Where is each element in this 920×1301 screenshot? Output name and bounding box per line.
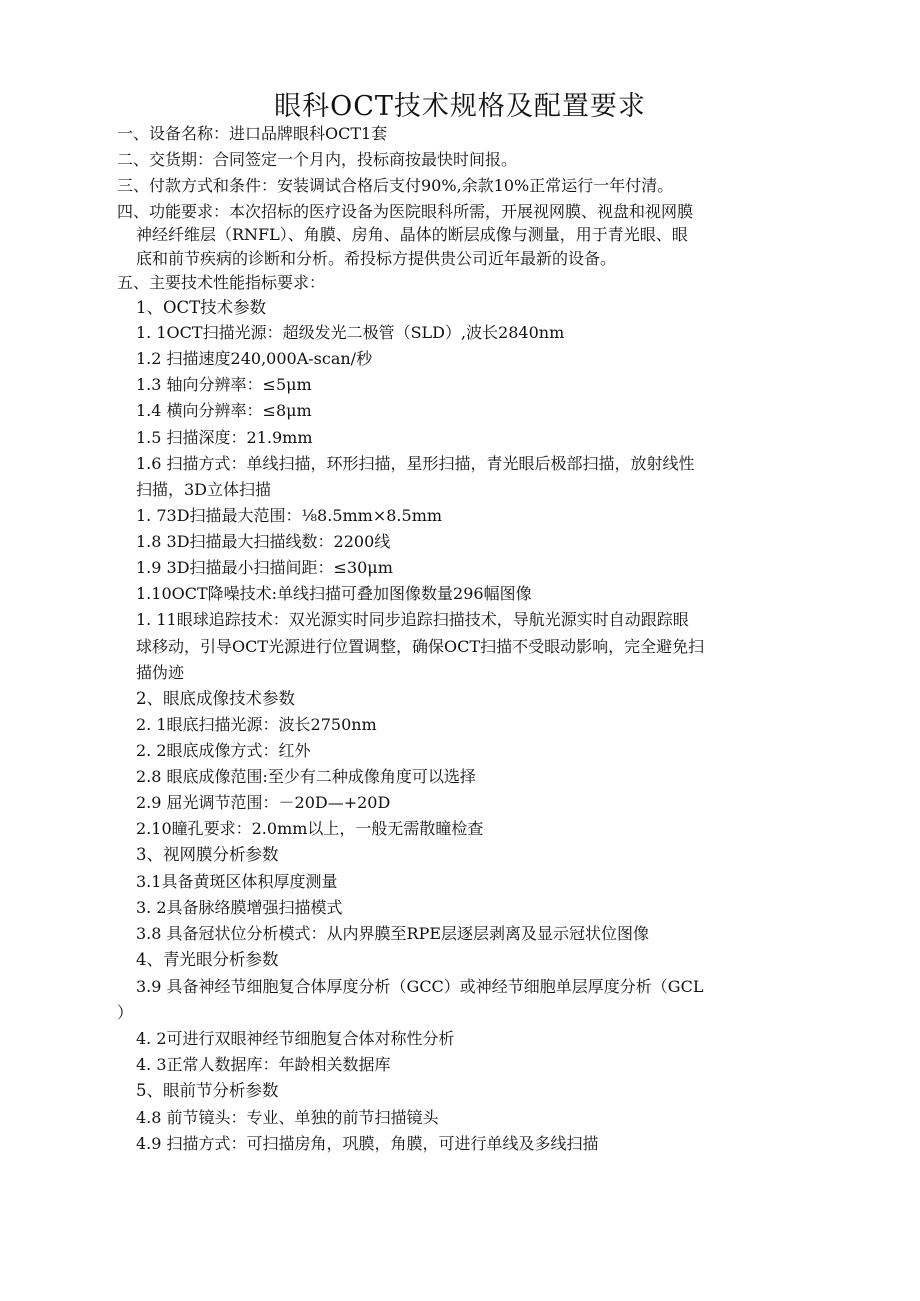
spec-line: 2.9 屈光调节范围：－20D—+20D xyxy=(136,793,391,812)
section-heading: 1、OCT技术参数 xyxy=(136,298,267,317)
document-title: 眼科OCT技术规格及配置要求 xyxy=(274,91,646,122)
spec-line: 1.4 横向分辨率：≤8μm xyxy=(136,401,312,420)
item-function-line: 神经纤维层（RNFL）、角膜、房角、晶体的断层成像与测量，用于青光眼、眼 xyxy=(136,225,688,244)
spec-line: 2.8 眼底成像范围:至少有二种成像角度可以选择 xyxy=(136,767,476,786)
spec-line: 2.10瞳孔要求：2.0mm以上，一般无需散瞳检查 xyxy=(136,819,484,838)
item-specs-heading: 五、主要技术性能指标要求： xyxy=(117,273,326,292)
section-heading: 3、视网膜分析参数 xyxy=(136,845,279,864)
spec-line: 4. 3正常人数据库：年龄相关数据库 xyxy=(136,1055,391,1074)
spec-line: 3.8 具备冠状位分析模式：从内界膜至RPE层逐层剥离及显示冠状位图像 xyxy=(136,924,650,943)
spec-line: 描伪迹 xyxy=(136,663,185,682)
spec-line: 1.6 扫描方式：单线扫描，环形扫描，星形扫描，青光眼后极部扫描，放射线性 xyxy=(136,454,695,473)
spec-line: 球移动，引导OCT光源进行位置调整，确保OCT扫描不受眼动影响，完全避免扫 xyxy=(136,637,705,656)
item-payment: 三、付款方式和条件：安装调试合格后支付90%,余款10%正常运行一年付清。 xyxy=(117,176,674,195)
spec-line: 1.10OCT降噪技术:单线扫描可叠加图像数量296幅图像 xyxy=(136,584,532,603)
item-function-line: 四、功能要求：本次招标的医疗设备为医院眼科所需，开展视网膜、视盘和视网膜 xyxy=(117,202,694,221)
spec-line: 2. 1眼底扫描光源：波长2750nm xyxy=(136,715,377,734)
section-heading: 2、眼底成像技术参数 xyxy=(136,689,295,708)
spec-line: 扫描，3D立体扫描 xyxy=(136,480,272,499)
spec-line: 3.1具备黄斑区体积厚度测量 xyxy=(136,872,338,891)
spec-line: 4.8 前节镜头：专业、单独的前节扫描镜头 xyxy=(136,1108,439,1127)
spec-line: 1. 1OCT扫描光源：超级发光二极管（SLD）,波长2840nm xyxy=(136,323,565,342)
spec-line: 1.9 3D扫描最小扫描间距：≤30μm xyxy=(136,558,393,577)
section-heading: 5、眼前节分析参数 xyxy=(136,1081,279,1100)
spec-line: 2. 2眼底成像方式：红外 xyxy=(136,741,311,760)
spec-line: 4.9 扫描方式：可扫描房角，巩膜，角膜，可进行单线及多线扫描 xyxy=(136,1134,599,1153)
spec-line: 3. 2具备脉络膜增强扫描模式 xyxy=(136,898,343,917)
spec-line: 1.8 3D扫描最大扫描线数：2200线 xyxy=(136,532,391,551)
spec-line: 1. 73D扫描最大范围：⅛8.5mm×8.5mm xyxy=(136,506,443,525)
item-equipment-name: 一、设备名称：进口品牌眼科OCT1套 xyxy=(117,124,388,143)
item-function-line: 底和前节疾病的诊断和分析。希投标方提供贵公司近年最新的设备。 xyxy=(136,249,617,268)
section-heading: 4、青光眼分析参数 xyxy=(136,950,279,969)
spec-line: ） xyxy=(117,1003,134,1022)
spec-line: 1.5 扫描深度：21.9mm xyxy=(136,428,313,447)
spec-line: 3.9 具备神经节细胞复合体厚度分析（GCC）或神经节细胞单层厚度分析（GCL xyxy=(136,977,704,996)
spec-line: 1.3 轴向分辨率：≤5μm xyxy=(136,375,312,394)
spec-line: 1. 11眼球追踪技术：双光源实时同步追踪扫描技术，导航光源实时自动跟踪眼 xyxy=(136,610,689,629)
item-delivery: 二、交货期：合同签定一个月内，投标商按最快时间报。 xyxy=(117,150,518,169)
spec-line: 4. 2可进行双眼神经节细胞复合体对称性分析 xyxy=(136,1029,455,1048)
spec-line: 1.2 扫描速度240,000A-scan/秒 xyxy=(136,349,373,368)
